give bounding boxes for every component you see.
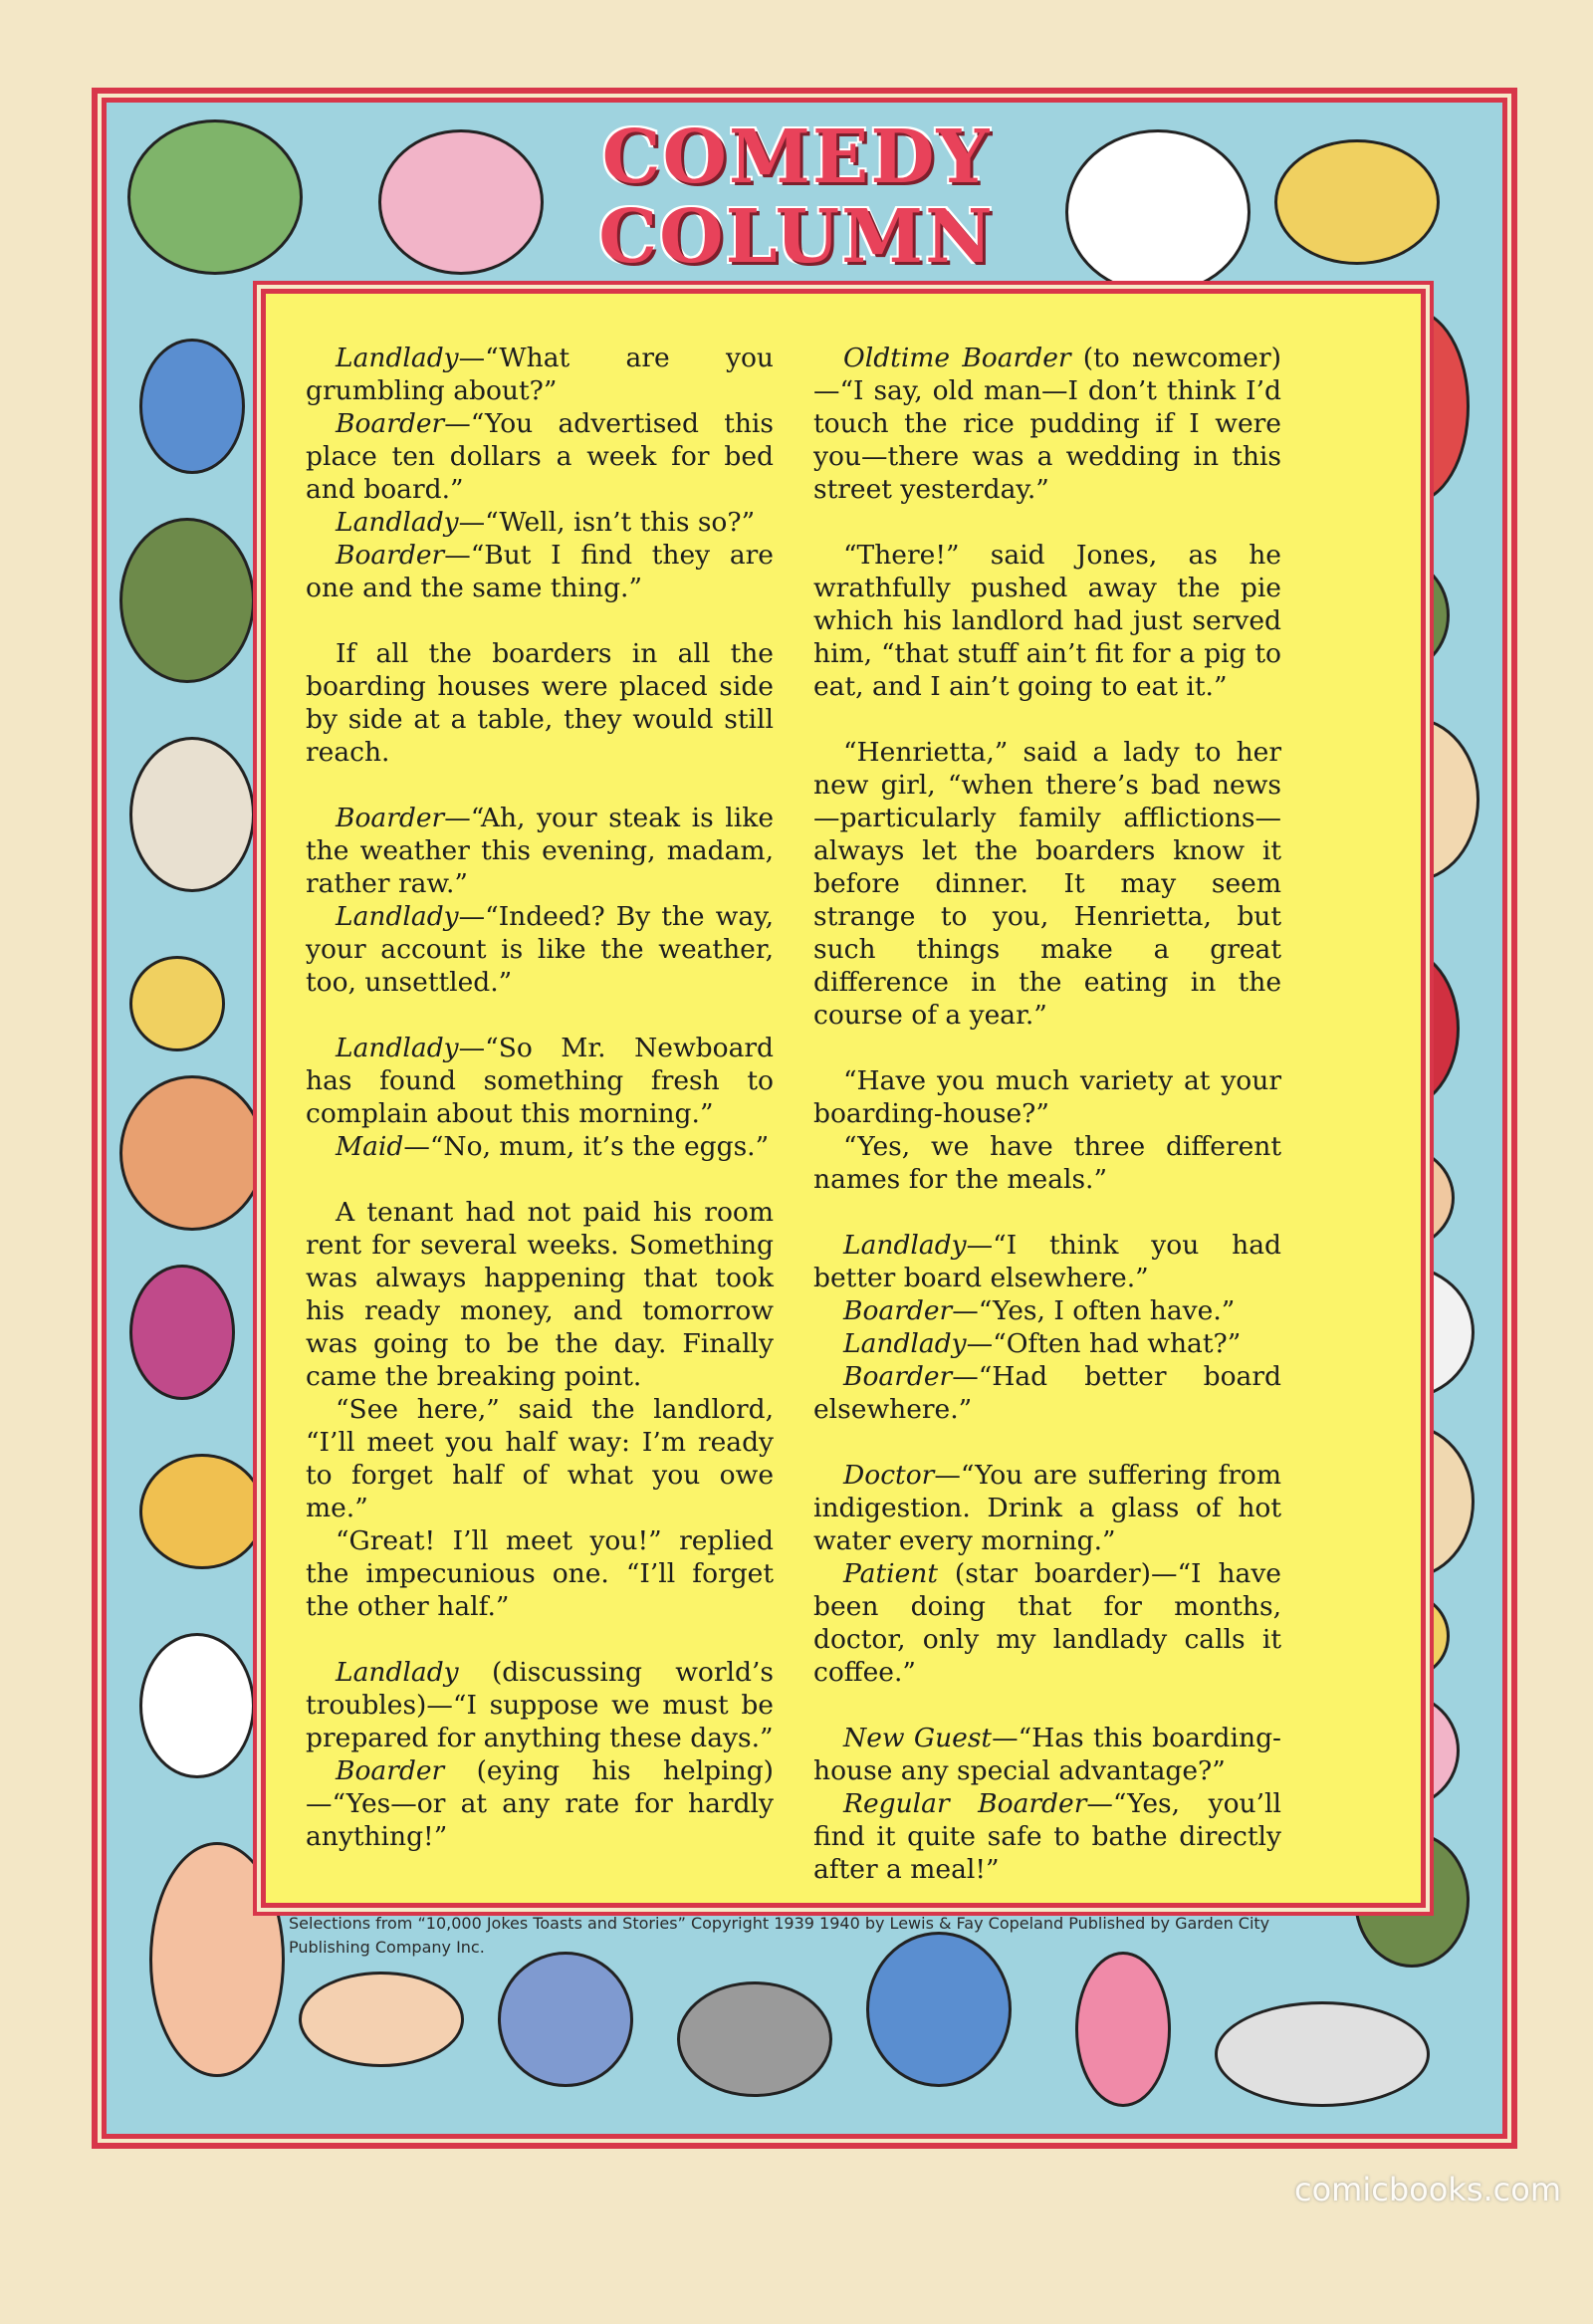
cartoon-crowd-illustration — [1215, 2001, 1430, 2107]
watermark: comicbooks.com — [1294, 2171, 1562, 2208]
joke-line — [813, 539, 1281, 703]
speaker-label: Boarder — [843, 1361, 953, 1392]
joke-line — [813, 1787, 1281, 1886]
joke-line — [306, 506, 774, 539]
joke-spacer — [813, 1426, 1281, 1459]
joke-line — [813, 1064, 1281, 1130]
speaker-label: Boarder — [336, 408, 445, 439]
joke-line — [813, 736, 1281, 1032]
joke-spacer — [306, 604, 774, 637]
joke-text: —“So Mr. Newboard has found something fresh to complain about this morning.” — [306, 1033, 774, 1129]
speaker-label: Boarder — [336, 803, 445, 833]
joke-line — [306, 637, 774, 769]
joke-line — [306, 1032, 774, 1130]
jokes-column-right — [813, 342, 1281, 1886]
speaker-label: Landlady — [336, 343, 459, 373]
speaker-label: Landlady — [336, 1033, 459, 1063]
cartoon-cats-illustration — [139, 1454, 265, 1569]
speaker-label: Landlady — [336, 901, 459, 932]
cartoon-little-girl-illustration — [1075, 1952, 1171, 2107]
joke-text: “Henrietta,” said a lady to her new girl, “when there’s bad news—particularly family afflictions—always let the boarders know it before dinner. It may seem strange to you, Henrietta, but such things make a great difference in the eating in the course of a year.” — [813, 737, 1281, 1031]
speaker-label: Regular Boarder — [843, 1788, 1087, 1819]
cartoon-soldier-illustration — [119, 518, 255, 683]
cartoon-ghost-illustration — [139, 1633, 255, 1778]
joke-text: —“You are suffering from indigestion. Drink a glass of hot water every morning.” — [813, 1460, 1281, 1556]
joke-line — [306, 1196, 774, 1393]
speaker-label: Boarder — [336, 540, 445, 571]
joke-text: —“Yes, I often have.” — [952, 1295, 1236, 1326]
joke-spacer — [813, 506, 1281, 539]
joke-text: “There!” said Jones, as he wrathfully pushed away the pie which his landlord had just served him, “that stuff ain’t fit for a pig to eat, and I ain’t going to eat it.” — [813, 540, 1281, 702]
speaker-label: Doctor — [843, 1460, 935, 1491]
joke-spacer — [306, 1163, 774, 1196]
speaker-label: Landlady — [336, 507, 459, 538]
jokes-panel — [261, 289, 1426, 1908]
joke-spacer — [813, 703, 1281, 736]
joke-spacer — [306, 769, 774, 802]
joke-line — [306, 1130, 774, 1163]
speaker-label: New Guest — [843, 1723, 993, 1753]
joke-text: “See here,” said the landlord, “I’ll meet you half way: I’m ready to forget half of what you owe me.” — [306, 1394, 774, 1523]
joke-text: (star boarder)—“I have been doing that for months, doctor, only my landlady calls it coffee.” — [813, 1558, 1281, 1688]
speaker-label: Landlady — [843, 1328, 967, 1359]
speaker-label: Patient — [843, 1558, 938, 1589]
speaker-label: Boarder — [336, 1755, 445, 1786]
joke-text: —“Well, isn’t this so?” — [458, 507, 756, 538]
joke-line — [306, 342, 774, 407]
joke-line — [306, 900, 774, 999]
joke-spacer — [306, 1623, 774, 1656]
joke-text: (to newcomer)—“I say, old man—I don’t think I’d touch the rice pudding if I were you—there was a wedding in this street yesterday.” — [813, 343, 1281, 505]
comic-title — [568, 117, 1025, 287]
jokes-column-left — [306, 342, 774, 1853]
joke-spacer — [813, 1196, 1281, 1229]
joke-text: —“You advertised this place ten dollars a week for bed and board.” — [306, 408, 774, 505]
joke-spacer — [306, 999, 774, 1032]
joke-text: —“No, mum, it’s the eggs.” — [403, 1131, 770, 1162]
cartoon-couple-illustration — [127, 119, 303, 275]
title-line-1: COMEDY — [601, 115, 992, 200]
joke-text: —“I think you had better board elsewhere.” — [813, 1230, 1281, 1293]
joke-text: If all the boarders in all the boarding houses were placed side by side at a table, they would still reach. — [306, 638, 774, 768]
speaker-label: Landlady — [336, 1657, 459, 1688]
joke-line — [813, 1459, 1281, 1557]
joke-text: —“Yes, you’ll find it quite safe to bathe directly after a meal!” — [813, 1788, 1281, 1885]
joke-text: A tenant had not paid his room rent for several weeks. Something was always happening that took his ready money, and tomorrow was going to be the day. Finally came the breaking point. — [306, 1197, 774, 1392]
speaker-label: Landlady — [843, 1230, 967, 1261]
joke-line — [813, 342, 1281, 506]
joke-line — [306, 539, 774, 604]
joke-line — [306, 802, 774, 900]
cartoon-animals-illustration — [677, 1981, 832, 2097]
joke-line — [813, 1557, 1281, 1689]
cartoon-child-illustration — [129, 1265, 235, 1400]
joke-spacer — [813, 1032, 1281, 1064]
joke-text: —“Ah, your steak is like the weather this evening, madam, rather raw.” — [306, 803, 774, 899]
cartoon-sailor-illustration — [129, 737, 255, 892]
copyright-credit: Selections from “10,000 Jokes Toasts and Stories” Copyright 1939 1940 by Lewis & Fay Copeland Published by Garden City Publishing Company Inc. — [289, 1914, 1270, 1957]
joke-text: —“Has this boarding-house any special advantage?” — [813, 1723, 1281, 1786]
joke-line — [813, 1294, 1281, 1327]
joke-line — [813, 1229, 1281, 1294]
joke-line — [306, 1524, 774, 1623]
joke-text: —“Indeed? By the way, your account is like the weather, too, unsettled.” — [306, 901, 774, 998]
cartoon-man-illustration — [119, 1075, 265, 1231]
joke-text: —“Often had what?” — [966, 1328, 1242, 1359]
cartoon-kids-illustration — [378, 129, 544, 275]
cartoon-kid-illustration — [129, 956, 225, 1051]
joke-text: —“But I find they are one and the same thing.” — [306, 540, 774, 603]
joke-spacer — [813, 1689, 1281, 1722]
joke-line — [306, 1393, 774, 1524]
speaker-label: Oldtime Boarder — [843, 343, 1071, 373]
joke-line — [813, 1722, 1281, 1787]
cartoon-faces-illustration — [299, 1972, 464, 2067]
joke-line — [306, 1656, 774, 1754]
joke-text: “Yes, we have three different names for the meals.” — [813, 1131, 1281, 1195]
cartoon-boy-illustration — [139, 339, 245, 474]
joke-text: “Have you much variety at your boarding-house?” — [813, 1065, 1281, 1129]
joke-line — [306, 1754, 774, 1853]
joke-line — [813, 1130, 1281, 1196]
joke-line — [306, 407, 774, 506]
cartoon-chef-illustration — [1065, 129, 1251, 295]
joke-text: —“What are you grumbling about?” — [306, 343, 774, 406]
cartoon-seated-boy-illustration — [498, 1952, 633, 2087]
speaker-label: Maid — [336, 1131, 404, 1162]
title-line-2: COLUMN — [598, 194, 995, 280]
joke-line — [813, 1327, 1281, 1360]
cartoon-boy-toy-illustration — [1274, 139, 1440, 265]
joke-text: (eying his helping)—“Yes—or at any rate for hardly anything!” — [306, 1755, 774, 1852]
joke-line — [813, 1360, 1281, 1426]
speaker-label: Boarder — [843, 1295, 953, 1326]
joke-text: (discussing world’s troubles)—“I suppose we must be prepared for anything these days.” — [306, 1657, 774, 1753]
joke-text: —“Had better board elsewhere.” — [813, 1361, 1281, 1425]
joke-text: “Great! I’ll meet you!” replied the impecunious one. “I’ll forget the other half.” — [306, 1525, 774, 1622]
